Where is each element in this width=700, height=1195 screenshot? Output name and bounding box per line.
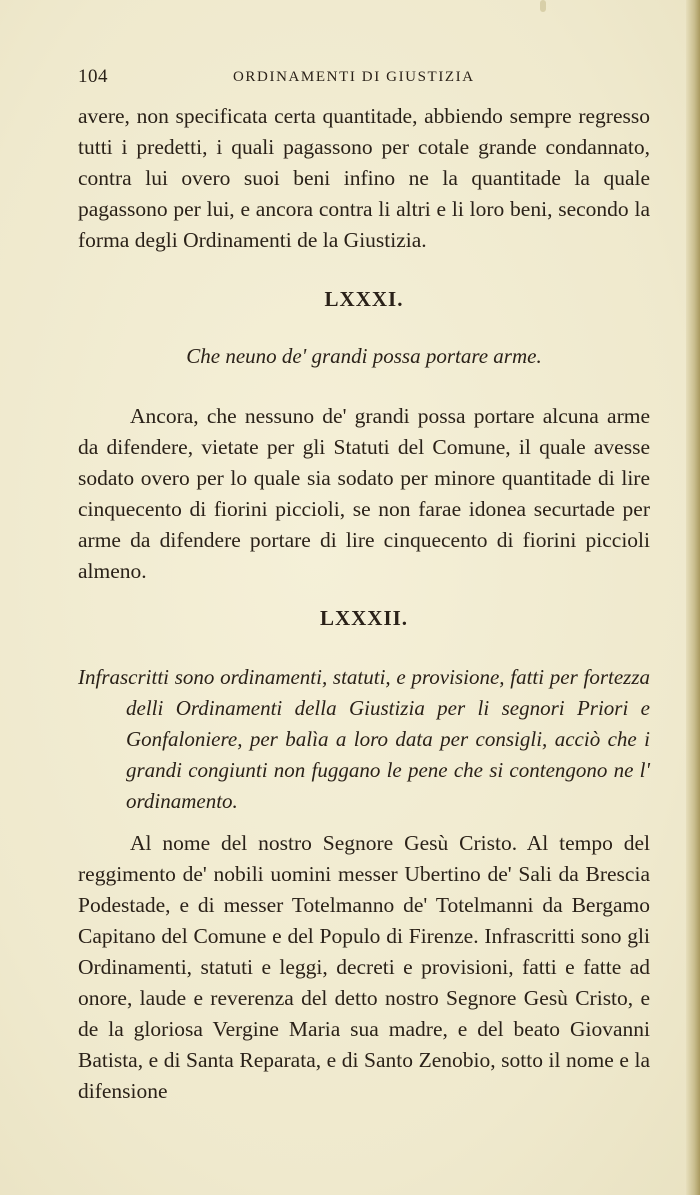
paragraph-continuation: avere, non specificata certa quantitade, abbiendo sempre regresso tutti i predetti, i quali pagassono per cotale grande condannato, contra lui overo suoi beni infino ne la quantitade la quale pagassono per lui, e ancora contra li altri e li loro beni, secondo la forma degli Ordinamenti de la Giustizia. <box>78 104 650 252</box>
section-text-lxxxi: Ancora, che nessuno de' grandi possa portare alcuna arme da difendere, vietate per gli Statuti del Comune, il quale avesse sodato overo per lo quale sia sodato per minore quantitade di lire cinquecento di fiorini piccioli, se non farae idonea securtade per arme da difendere portare di lire cinquecento di fiorini piccioli almeno. <box>78 404 650 583</box>
section-rubric-lxxxii: Infrascritti sono ordinamenti, statuti, e provisione, fatti per fortezza delli Ordinamenti della Giustizia per li segnori Priori e Gonfaloniere, per balìa a loro data per consigli, acciò che i grandi congiunti non fuggano le pene che si contengono ne l' ordinamento. <box>78 665 650 813</box>
page-header <box>78 66 650 90</box>
section-number-lxxxi: LXXXI. <box>324 287 404 311</box>
page-number: 104 <box>78 66 108 87</box>
section-rubric-lxxxi: Che neuno de' grandi possa portare arme. <box>186 344 542 368</box>
page-edge-mark <box>540 0 546 12</box>
page-binding-edge <box>686 0 700 1195</box>
section-number-lxxxii: LXXXII. <box>319 606 409 630</box>
section-text-lxxxii: Al nome del nostro Segnore Gesù Cristo. Al tempo del reggimento de' nobili uomini messer Ubertino de' Sali da Brescia Podestade, e di messer Totelmanno de' Totelmanni da Bergamo Capitano del Comune e del Populo di Firenze. Infrascritti sono gli Ordinamenti, statuti e leggi, decreti e provisioni, fatti e fatte ad onore, laude e reverenza del detto nostro Segnore Gesù Cristo, e de la gloriosa Vergine Maria sua madre, e del beato Giovanni Batista, e di Santa Reparata, e di Santo Zenobio, sotto il nome e la difensione <box>78 831 650 1103</box>
running-title: ORDINAMENTI DI GIUSTIZIA <box>233 69 475 85</box>
